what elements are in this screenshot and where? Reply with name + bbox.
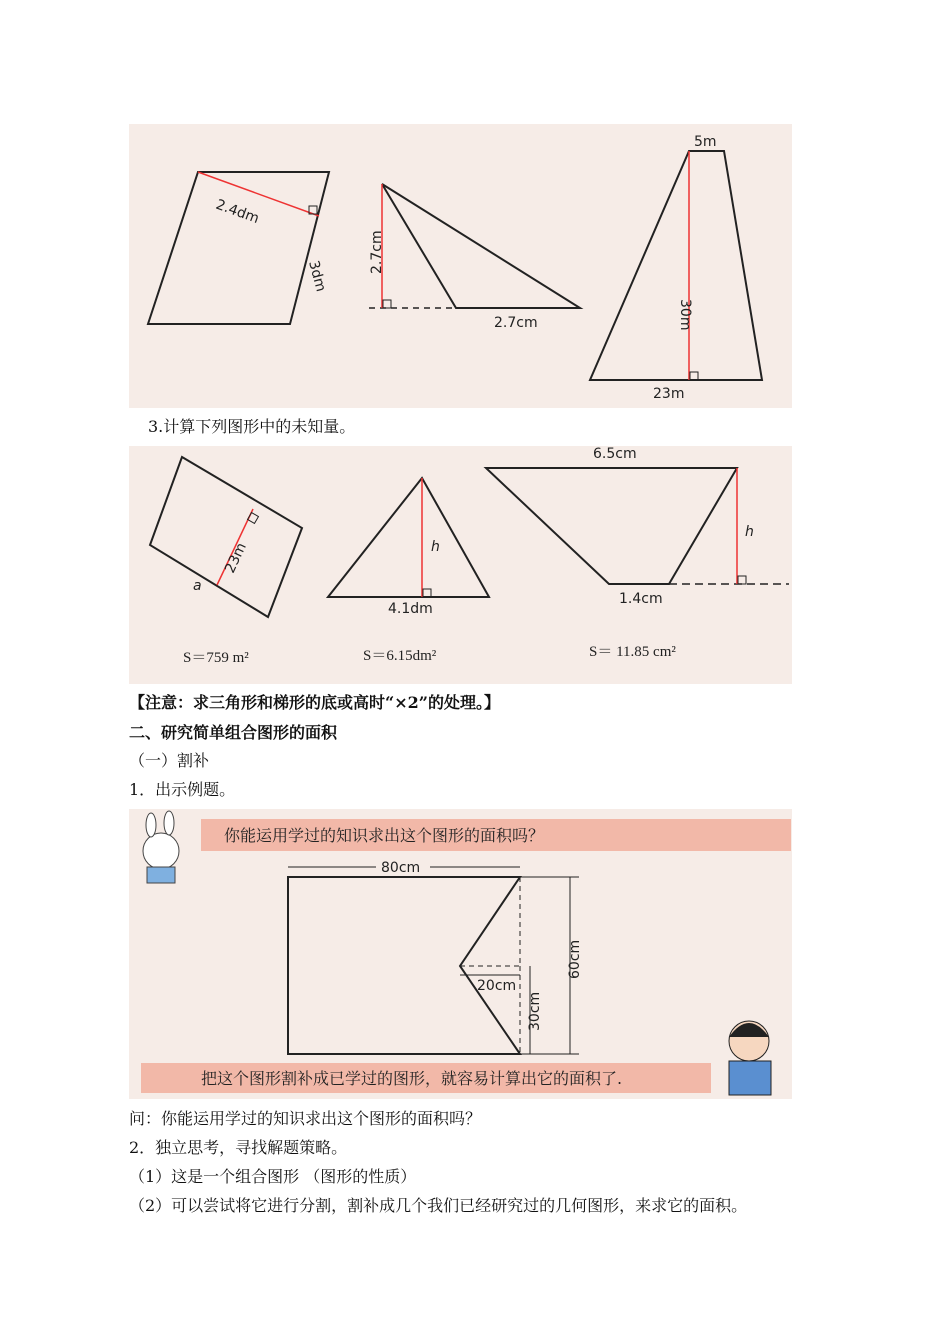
trapezoid-top-label: 6.5cm [593, 446, 637, 462]
top-banner-text: 你能运用学过的知识求出这个图形的面积吗？ [224, 826, 545, 845]
dim-right-label: 60cm [567, 939, 583, 979]
section-heading-2: 二、研究简单组合图形的面积 [129, 723, 338, 742]
trapezoid-height-var: h [745, 524, 754, 540]
triangle-shape [382, 184, 580, 308]
parallelogram-base-var: a [193, 578, 202, 594]
parallelogram-base-label: 3dm [305, 258, 329, 294]
triangle-height-var: h [431, 539, 440, 555]
dim-lower-label: 30cm [527, 991, 543, 1031]
step-1-line: 1．出示例题。 [129, 780, 236, 799]
note-line: 【注意：求三角形和梯形的底或高时“×2”的处理。】 [129, 693, 500, 712]
parallelogram-height-label: 2.4dm [213, 196, 262, 228]
subsection-heading-1: （一）割补 [129, 751, 210, 770]
trapezoid-height-label: 30m [677, 299, 693, 331]
parallelogram-area-label: S＝759 m² [183, 650, 249, 666]
question-line: 问：你能运用学过的知识求出这个图形的面积吗？ [129, 1109, 482, 1128]
girl-character-icon [729, 1021, 771, 1095]
triangle-base-label: 2.7cm [494, 315, 538, 331]
triangle-base-label: 4.1dm [388, 601, 433, 617]
dim-notch-label: 20cm [477, 978, 517, 994]
triangle-area-label: S＝6.15dm² [363, 648, 437, 664]
parallelogram-height-label: 23m [222, 540, 250, 576]
trapezoid-shape [590, 151, 762, 380]
step-2-line: 2．独立思考，寻找解题策略。 [129, 1138, 348, 1157]
parallelogram-shape [150, 457, 302, 617]
bottom-banner-text: 把这个图形割补成已学过的图形，就容易计算出它的面积了. [201, 1069, 623, 1088]
figure-2-unknown-shapes [129, 446, 792, 684]
parallelogram-shape [148, 172, 329, 324]
triangle-height-label: 2.7cm [369, 230, 385, 274]
rabbit-character-icon [143, 811, 179, 883]
dim-top-label: 80cm [381, 860, 421, 876]
triangle-shape [328, 478, 489, 597]
trapezoid-bottom-label: 1.4cm [619, 591, 663, 607]
point-2-line: （2）可以尝试将它进行分割，割补成几个我们已经研究过的几何图形，来求它的面积。 [129, 1196, 748, 1215]
composite-shape [288, 877, 520, 1054]
question-3-line: 3.计算下列图形中的未知量。 [148, 417, 356, 436]
figure-1-area-shapes [129, 124, 792, 408]
point-1-line: （1）这是一个组合图形 （图形的性质） [129, 1167, 417, 1186]
trapezoid-top-label: 5m [694, 134, 717, 150]
trapezoid-bottom-label: 23m [653, 386, 685, 402]
trapezoid-area-label: S＝ 11.85 cm² [589, 644, 676, 660]
trapezoid-shape [486, 468, 737, 584]
figure-3-composite-shape [129, 809, 792, 1099]
